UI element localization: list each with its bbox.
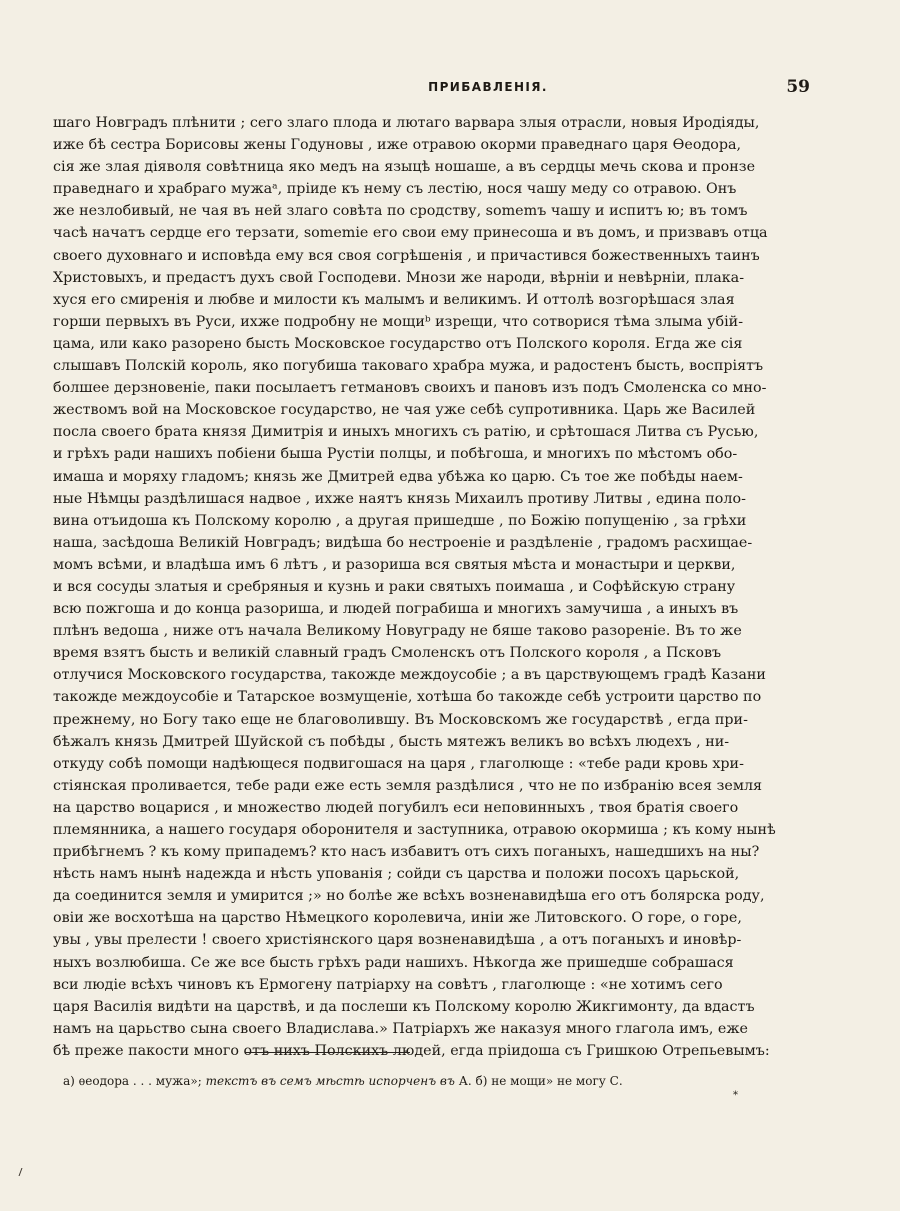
text-line: наша, засѣдоша Великій Новградъ; видѣша бо нестроеніе и раздѣленіе , градомъ расхищае- — [53, 534, 753, 551]
text-line: нѣсть намъ нынѣ надежда и нѣсть упованія ; сойди съ царства и положи посохъ царьской, — [53, 866, 740, 883]
text-line: отлучися Московского государства, такожде междоусобіе ; а въ царствующемъ градѣ Казани — [53, 667, 766, 684]
text-line: прежнему, но Богу тако еще не благоволившу. Въ Московскомъ же государствѣ , егда при- — [53, 711, 748, 728]
text-line: прибѣгнемъ ? къ кому припадемъ? кто насъ избавитъ отъ сихъ поганыхъ, нашедшихъ на ны? — [53, 844, 760, 861]
text-line: откуду собѣ помощи надѣющеся подвигошася на царя , глаголюще : «тебе ради кровь хри- — [53, 755, 744, 772]
text-line: и грѣхъ ради нашихъ побіени быша Рустіи полцы, и побѣгоша, и многихъ по мѣстомъ обо- — [53, 446, 738, 463]
text-line: стіянская проливается, тебе ради еже есть земля раздѣлися , что не по избранію всея земля — [53, 777, 763, 794]
footnote-b-ref: не мощи» — [491, 1074, 554, 1088]
text-line: праведнаго и храбраго мужаᵃ, пріиде къ нему съ лестію, нося чашу меду со отравою. Онъ — [53, 181, 737, 198]
text-line: часѣ начатъ сердце его терзати, somemie его свои ему принесоша и въ домъ, и призвавъ отца — [53, 225, 768, 242]
text-line: царя Василія видѣти на царствѣ, и да послеши къ Полскому королю Жикгимонту, да вдастъ — [53, 998, 755, 1015]
text-line: вина отъидоша къ Полскому королю , а другая пришедше , по Божію попущенію , за грѣхи — [53, 512, 747, 529]
text-line: Христовыхъ, и предастъ духъ свой Господеви. Мнози же народи, вѣрніи и невѣрніи, плака- — [53, 269, 745, 286]
text-line: и вся сосуды златыя и сребряныя и кузнь и раки святыхъ поимаша , и Софѣйскую страну — [53, 578, 736, 595]
footnote-a-source: А. — [458, 1074, 472, 1088]
text-line: такожде междоусобіе и Татарское возмущеніе, хотѣша бо такожде себѣ устроити царство по — [53, 689, 762, 706]
text-line: плѣнъ ведоша , ниже отъ начала Великому Новуграду не бяше таково разореніе. Въ то же — [53, 623, 742, 640]
text-line: же незлобивый, не чая въ ней злаго совѣта по сродству, somemъ чашу и испитъ ю; въ томъ — [53, 203, 748, 220]
text-line: сія же злая діяволя совѣтница яко медъ на языцѣ ношаше, а въ сердцы мечь скова и пронзе — [53, 159, 756, 176]
text-line: ныхъ возлюбиша. Се же все бысть грѣхъ ради нашихъ. Нѣкогда же пришедше собрашася — [53, 954, 734, 971]
text-line: намъ на царьство сына своего Владислава.» Патріархъ же наказуя много глагола имъ, еже — [53, 1020, 748, 1037]
text-line: хуся его смиренія и любве и милости къ малымъ и великимъ. И оттолѣ возгорѣшася злая — [53, 291, 735, 308]
text-line: своего духовнаго и исповѣда ему вся своя согрѣшенія , и причастився божественныхъ таинъ — [53, 247, 760, 264]
page-number: 59 — [786, 77, 810, 97]
footnotes — [63, 1072, 763, 1090]
text-line: бѣжалъ князь Дмитрей Шуйской съ побѣды , бысть мятежъ великъ во всѣхъ людехъ , ни- — [53, 733, 730, 750]
footnote-b-marker: б) — [475, 1074, 488, 1088]
text-line: увы , увы прелести ! своего христіянского царя возненавидѣша , а отъ поганыхъ и иновѣр- — [53, 932, 742, 949]
text-line: бѣ преже пакости много отъ нихъ Полскихъ людей, егда пріидоша съ Гришкою Отрепьевымъ: — [53, 1042, 770, 1059]
text-line: момъ всѣми, и владѣша имъ 6 лѣтъ , и разориша вся святыя мѣста и монастыри и церкви, — [53, 556, 736, 573]
text-line: ные Нѣмцы раздѣлишася надвое , ихже наятъ князь Михаилъ противу Литвы , едина поло- — [53, 490, 746, 507]
text-line: овіи же восхотѣша на царство Нѣмецкого королевича, иніи же Литовского. О горе, о горе, — [53, 910, 742, 927]
text-line: всю пожгоша и до конца разориша, и людей пограбиша и многихъ замучиша , а иныхъ въ — [53, 601, 739, 618]
footnote-rule — [245, 1052, 410, 1053]
text-line: на царство воцарися , и множество людей погубилъ еси неповинныхъ , твоя братія своего — [53, 799, 739, 816]
text-line: иже бѣ сестра Борисовы жены Годуновы , иже отравою окорми праведнаго царя Ѳеодора, — [53, 137, 742, 154]
section-title: ПРИБАВЛЕНІЯ. — [428, 80, 548, 94]
text-line: имаша и моряху гладомъ; князь же Дмитрей едва убѣжа ко царю. Съ тое же побѣды наем- — [53, 468, 743, 485]
text-line: да соединится земля и умирится ;» но болѣе же всѣхъ возненавидѣша его отъ болярска роду, — [53, 888, 765, 905]
text-line: посла своего брата князя Димитрія и иныхъ многихъ съ ратію, и срѣтошася Литва съ Русью, — [53, 424, 759, 441]
text-line: племянника, а нашего государя оборонителя и заступника, отравою окормиша ; къ кому нынѣ — [53, 822, 776, 838]
footnote-a-marker: а) — [63, 1074, 75, 1088]
margin-mark — [19, 1168, 29, 1176]
text-line: жествомъ вой на Московское государство, не чая уже себѣ супротивника. Царь же Василей — [53, 402, 756, 419]
footnote-b-note: не могу С. — [557, 1074, 623, 1088]
footnote-a-note: текстъ въ семъ мѣстѣ испорченъ въ — [205, 1074, 455, 1088]
text-line: время взятъ бысть и великій славный градъ Смоленскъ отъ Полского короля , а Псковъ — [53, 645, 722, 662]
text-line: горши первыхъ въ Руси, ихже подробну не мощиᵇ изрещи, что сотворися тѣма злыма убій- — [53, 313, 744, 330]
text-line: слышавъ Полскій король, яко погубиша таковаго храбра мужа, и радостенъ бысть, воспріятъ — [53, 358, 764, 375]
text-line: болшее дерзновеніе, паки посылаетъ гетмановъ своихъ и пановъ изъ подъ Смоленска со мно- — [53, 380, 767, 397]
text-line: цама, или како разорено бысть Московское государство отъ Полского короля. Егда же сія — [53, 335, 743, 352]
footnote-a-ref: ѳеодора . . . мужа»; — [78, 1074, 202, 1088]
running-head — [60, 77, 810, 102]
text-line: вси людіе всѣхъ чиновъ къ Ермогену патріарху на совѣтъ , глаголюще : «не хотимъ сего — [53, 976, 723, 993]
main-text — [53, 112, 810, 1062]
signature-mark: * — [733, 1090, 738, 1101]
text-line: шаго Новградъ плѣнити ; сего злаго плода и лютаго варвара злыя отрасли, новыя Иродіяды, — [53, 115, 760, 131]
